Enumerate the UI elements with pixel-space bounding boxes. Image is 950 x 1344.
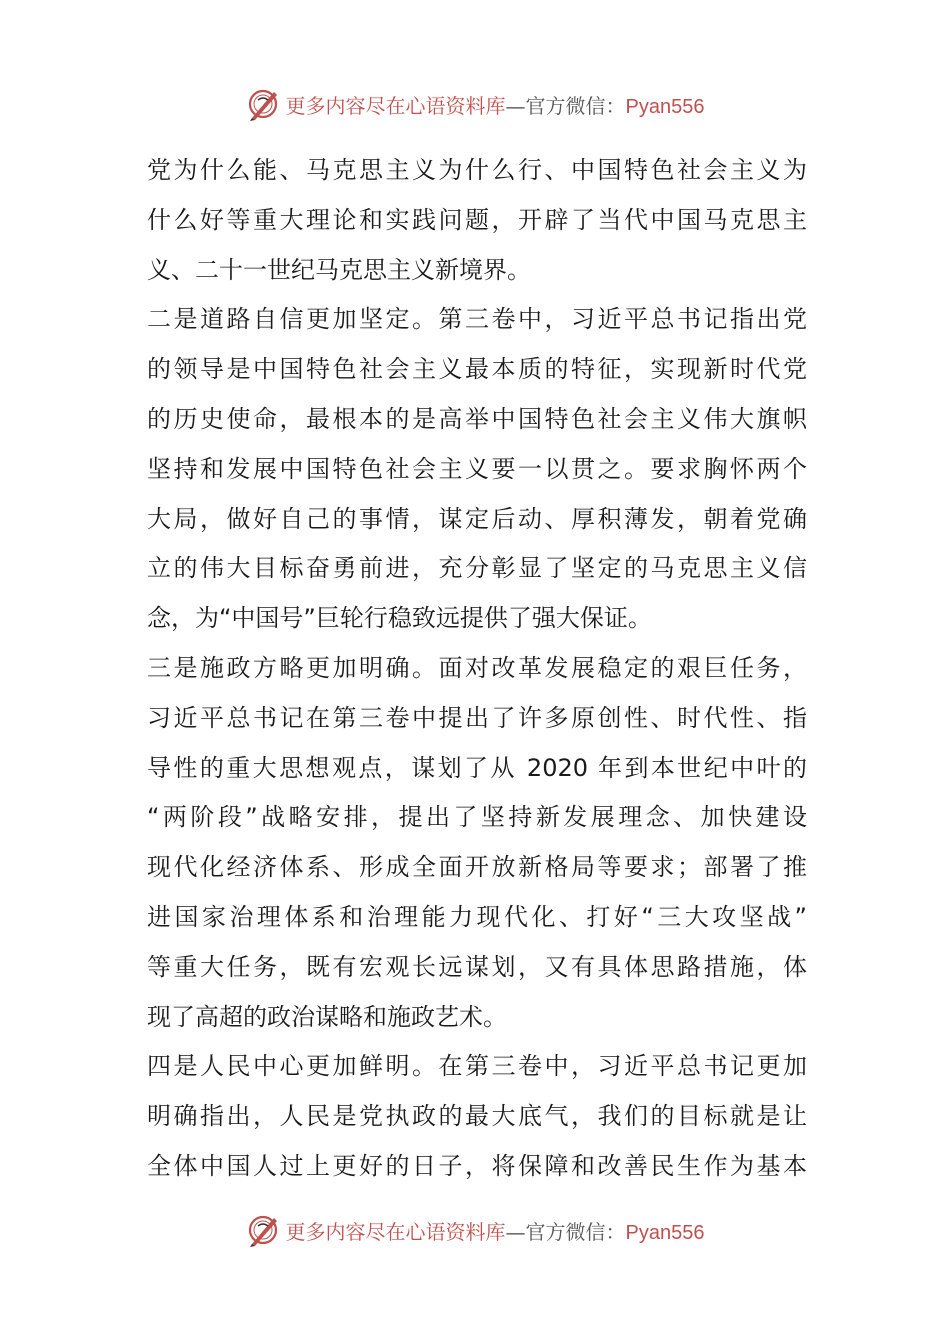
- header-banner-official: 官方微信：: [525, 93, 626, 118]
- footer-banner-text: [286, 1216, 705, 1245]
- text-line: 坚持和发展中国特色社会主义要一以贯之。要求胸怀两个: [147, 454, 807, 483]
- body-text: [147, 146, 807, 1192]
- text-line: 大局，做好自己的事情，谋定后动、厚积薄发，朝着党确: [147, 504, 807, 533]
- header-banner-wechat-id: Pyan556: [625, 95, 705, 118]
- text-line: 二是道路自信更加坚定。第三卷中，习近平总书记指出党: [147, 305, 807, 334]
- text-line: 的历史使命，最根本的是高举中国特色社会主义伟大旗帜: [147, 404, 807, 433]
- text-line: 习近平总书记在第三卷中提出了许多原创性、时代性、指: [147, 703, 807, 732]
- text-line: 进国家治理体系和治理能力现代化、打好“三大攻坚战”: [147, 902, 807, 931]
- footer-banner-title: 更多内容尽在心语资料库: [285, 1219, 506, 1244]
- header-banner-content: [246, 86, 705, 122]
- text-line: 义、二十一世纪马克思主义新境界。: [147, 255, 531, 284]
- text-line: “两阶段”战略安排，提出了坚持新发展理念、加快建设: [147, 803, 807, 832]
- text-line: 四是人民中心更加鲜明。在第三卷中，习近平总书记更加: [147, 1052, 807, 1081]
- text-line: 现了高超的政治谋略和施政艺术。: [147, 1002, 507, 1031]
- text-line: 念，为“中国号”巨轮行稳致远提供了强大保证。: [147, 604, 652, 633]
- footer-banner-dash: —: [505, 1219, 526, 1244]
- text-line: 党为什么能、马克思主义为什么行、中国特色社会主义为: [147, 156, 807, 184]
- text-line: 三是施政方略更加明确。面对改革发展稳定的艰巨任务，: [147, 653, 807, 682]
- header-banner-text: [286, 90, 705, 119]
- header-banner-dash: —: [505, 93, 526, 118]
- text-line: 导性的重大思想观点，谋划了从 2020 年到本世纪中叶的: [147, 753, 807, 782]
- header-banner: [0, 84, 950, 124]
- text-line: 什么好等重大理论和实践问题，开辟了当代中国马克思主: [147, 205, 807, 234]
- footer-banner: [0, 1210, 950, 1250]
- pen-logo-icon: [246, 1212, 282, 1248]
- text-line: 等重大任务，既有宏观长远谋划，又有具体思路措施，体: [147, 952, 807, 981]
- footer-banner-official: 官方微信：: [525, 1219, 626, 1244]
- text-line: 全体中国人过上更好的日子，将保障和改善民生作为基本: [147, 1151, 807, 1180]
- text-line: 明确指出，人民是党执政的最大底气，我们的目标就是让: [147, 1102, 807, 1131]
- text-line: 的领导是中国特色社会主义最本质的特征，实现新时代党: [147, 355, 807, 384]
- header-banner-title: 更多内容尽在心语资料库: [285, 93, 506, 118]
- footer-banner-content: [246, 1212, 705, 1248]
- text-line: 立的伟大目标奋勇前进，充分彰显了坚定的马克思主义信: [147, 554, 807, 583]
- footer-banner-wechat-id: Pyan556: [625, 1221, 705, 1244]
- text-line: 现代化经济体系、形成全面开放新格局等要求；部署了推: [147, 853, 807, 882]
- pen-logo-icon: [246, 86, 282, 122]
